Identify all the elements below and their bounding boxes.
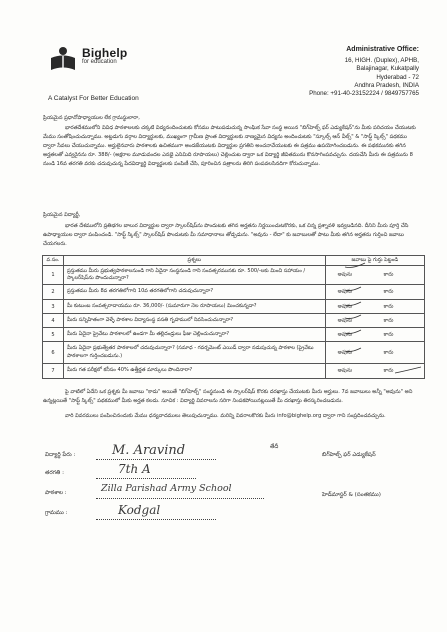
brand-block bbox=[82, 46, 127, 65]
org-signature: బిగ్‌హెల్ప్ ఫర్ ఎడ్యుకేషన్ bbox=[322, 452, 376, 458]
col-serial: వ.సం. bbox=[43, 256, 64, 266]
yes-option[interactable]: అవును bbox=[337, 303, 353, 309]
yes-option[interactable]: అవును bbox=[337, 288, 353, 295]
brand-subtitle: for education bbox=[82, 59, 117, 65]
yes-option[interactable]: అవును bbox=[337, 271, 353, 278]
answer-cell bbox=[325, 285, 424, 300]
row-question: మీరు ఏదైనా ప్రైవేటు పాఠశాలలో ఉండగా మీ తల్లిదండ్రులు ఫీజు చెల్లించుచున్నారా? bbox=[63, 328, 325, 342]
row-serial: 5 bbox=[43, 328, 64, 342]
row-question: ప్రస్తుతము మీరు 8వ తరగతిలోగాని 10వ తరగతిలోగాని చదువుచున్నారా? bbox=[63, 285, 325, 300]
yes-option[interactable]: అవును bbox=[337, 367, 353, 374]
answer-cell bbox=[325, 364, 424, 379]
bighelp-logo-icon bbox=[48, 44, 78, 74]
school-line bbox=[96, 498, 264, 499]
row-question: మీరు గత పరీక్షలో కనీసం 40% ఉత్తీర్ణత మార్కులు పొందినారా? bbox=[63, 364, 325, 379]
phone-line: Phone: +91-40-23152224 / 9849757765 bbox=[309, 90, 419, 98]
answer-cell bbox=[325, 300, 424, 314]
row-serial: 3 bbox=[43, 300, 64, 314]
row-question: ప్రస్తుతము మీరు ప్రభుత్వపాఠశాలనుండి గాని ఏదైనా సంస్థనుండి గాని సంవత్సరమునకు రూ. 500/-లకు మించి సహాయం / స్కాలర్‌షిప్‌ను పొందుచున్నారా? bbox=[63, 266, 325, 285]
row-question: మీరు సన్నిహితంగా వెళ్ళే పాఠశాల విద్యాసంస్థ వసతి గృహములో నివసించుచున్నారా? bbox=[63, 314, 325, 328]
row-serial: 6 bbox=[43, 342, 64, 364]
class-label: తరగతి : bbox=[45, 470, 64, 476]
student-name-label: విద్యార్థి పేరు : bbox=[45, 452, 76, 458]
table-row bbox=[43, 300, 425, 314]
eligibility-paragraph: పై వాటిలో ఏదేని ఒక ప్రశ్నకు మీ జవాబు "కాదు" అయితే "బిగ్‌హెల్ప్" సంస్థనుండి ఈ స్కాలర్‌షిప్ కొరకు దరఖాస్తు చేయుటకు మీరు అర్హులు. 7వ జవాబులు అన్నీ "అవును" అని ఉన్నట్లయితే "సాఫ్ట్ స్కిల్స్" పథకములో మీకు అర్హత కలదు. సూచిక : విద్యార్థి వివరాలను సరిగా నింపకపోయినట్లయితే మీ దరఖాస్తు తిరస్కరించబడును. bbox=[43, 389, 413, 405]
answer-cell bbox=[325, 314, 424, 328]
address-line: Balajinagar, Kukatpally bbox=[356, 65, 419, 73]
tagline: A Catalyst For Better Education bbox=[48, 95, 139, 102]
student-name-line bbox=[96, 459, 216, 460]
student-greeting: ప్రియమైన విద్యార్థీ, bbox=[43, 212, 81, 218]
school-handwritten[interactable]: Zilla Parishad Army School bbox=[101, 483, 232, 494]
no-option[interactable]: కాదు bbox=[383, 367, 394, 374]
no-option[interactable]: కాదు bbox=[383, 288, 394, 295]
school-label: పాఠశాల : bbox=[45, 490, 67, 496]
table-row bbox=[43, 328, 425, 342]
thanks-paragraph: వారి వివరములు పంపించినందుకు మేము ధన్యవాదములు తెలుపుచున్నాము. మరిన్ని వివరాలకొరకు మీరు info@bighelp.org ద్వారా గాని సంప్రదించవచ్చును. bbox=[65, 413, 386, 419]
row-serial: 7 bbox=[43, 364, 64, 379]
no-option[interactable]: కాదు bbox=[383, 317, 394, 323]
village-line bbox=[96, 519, 216, 520]
class-handwritten[interactable]: 7th A bbox=[118, 462, 151, 476]
row-serial: 4 bbox=[43, 314, 64, 328]
row-serial: 1 bbox=[43, 266, 64, 285]
address-line: Hyderabad - 72 bbox=[376, 73, 419, 81]
greeting: ప్రియమైన ప్రధానోపాధ్యాయుల లేక గ్రామస్థులారా, bbox=[43, 115, 140, 121]
date-label: తేదీ bbox=[270, 444, 279, 450]
answer-cell bbox=[325, 328, 424, 342]
no-option[interactable]: కాదు bbox=[383, 271, 394, 278]
yes-option[interactable]: అవును bbox=[337, 317, 353, 323]
address-line: 16, HIGH. (Duplex), APHB, bbox=[344, 57, 419, 64]
headmaster-signature: హెడ్‌మాస్టర్ & (సంతకము) bbox=[322, 492, 381, 498]
yes-option[interactable]: అవును bbox=[337, 349, 353, 355]
row-question: మీరు ఏదైనా ప్రభుత్వేతర పాఠశాలలో చదువుచున్నారా? (సమాధ - గవర్నమెంట్ ఎయిడ్ ద్వారా నడుపుచున్న పాఠశాల (ప్రైవేటు పాఠశాలగా గుర్తించబడును.) bbox=[63, 342, 325, 364]
class-line bbox=[96, 478, 196, 479]
village-label: గ్రామము : bbox=[45, 510, 68, 516]
answer-cell bbox=[325, 266, 424, 285]
no-option[interactable]: కాదు bbox=[383, 349, 394, 355]
address-line: Andhra Pradesh, INDIA bbox=[354, 81, 419, 89]
questionnaire-table bbox=[42, 255, 425, 379]
village-handwritten[interactable]: Kodgal bbox=[118, 503, 161, 517]
office-address bbox=[309, 46, 419, 98]
intro-paragraph: భారతదేశములోని వివిధ పాఠశాలలకు చక్కటి విద్యనందించుటకు కోసము పాటుపడుచున్న సాంఘిక సేవా సంస్థ అయిన "బిగ్‌హెల్ప్ ఫర్ ఎడ్యుకేషన్"ను మీకు పరిచయం చేయుటకు మేము సంతోషించుచున్నాము. అట్టడుగు వర్గాల విద్యార్థులకు, ముఖ్యంగా గ్రామీణ ప్రాంత విద్యార్థులకు నాణ్యమైన విద్యను అందించుటకు "స్కూల్స్ ఆన్ వీల్స్" & "సాఫ్ట్ స్కిల్స్" పథకము ద్వారా సేవలు చేయుచున్నాము. అర్హులైనవారు పాఠశాలకు ఉచితముగా అందజేయుటకు విద్యార్థుల ప్రగతిని అంచనావేయుటకు ఈ పత్రము ఉపయోగించబడును. ఈ పథకమునకు తగిన అర్హతలతో ఎవ్వరైనను రూ. 388/- (అక్షరాల మూడువందల ఎనభై ఎనిమిది రూపాయలు) చెల్లించుట ద్వారా ఒక విద్యార్థి జీవితమును కొనసాగింపవచ్చును. దయచేసి మీరు ఈ పత్రమును 8 నుండి 16వ తరగతి వరకు చదువుచున్న పేదవిద్యార్థి విద్యార్థులకు పంపిణీ చేసి, పూరించిన పత్రాలను తిరిగి పంపవలసినదిగా కోరుచున్నాము. bbox=[43, 125, 416, 168]
yes-option[interactable]: అవును bbox=[337, 331, 353, 337]
row-serial: 2 bbox=[43, 285, 64, 300]
table-row bbox=[43, 342, 425, 364]
row-question: మీ కుటుంబ సంవత్సరాదాయము రూ. 36,000/- (సుమారుగా నెల రూపాయలు) మించకున్నదా? bbox=[63, 300, 325, 314]
table-row bbox=[43, 364, 425, 379]
table-row bbox=[43, 266, 425, 285]
office-title: Administrative Office: bbox=[346, 46, 419, 53]
col-answer: జవాబు పై గుర్తు పెట్టండి bbox=[325, 256, 424, 266]
instructions-paragraph: భారత దేశములోని ప్రతిభగల బాలుర విద్యార్థుల ద్వారా స్కాలర్‌షిప్‌ను పొందుటకు తగిన అర్హతను నిర్ణయించుటకొరకు, ఒక చిన్న ప్రశ్నావళి ఇవ్వబడినది. దీనిని మీరు పూర్తి చేసి ఉపాధ్యాయుల ద్వారా పంపించండి. "సాఫ్ట్ స్కిల్స్" స్కాలర్‌షిప్ పొందుటకు మీ సమాధానాలు తోడ్పడును. "అవును - లేదా" కు జవాబులతో పాటు మీకు తగిన అర్హతను గుర్తించి జవాబు చేయగలరు. bbox=[43, 223, 409, 248]
table-row bbox=[43, 285, 425, 300]
table-row bbox=[43, 314, 425, 328]
col-question: ప్రశ్నలు bbox=[63, 256, 325, 266]
no-option[interactable]: కాదు bbox=[383, 303, 394, 309]
student-name-handwritten[interactable]: M. Aravind bbox=[112, 443, 186, 458]
table-header-row bbox=[43, 256, 425, 266]
no-option[interactable]: కాదు bbox=[383, 331, 394, 337]
brand-name: Bighelp bbox=[82, 46, 128, 60]
answer-cell bbox=[325, 342, 424, 364]
